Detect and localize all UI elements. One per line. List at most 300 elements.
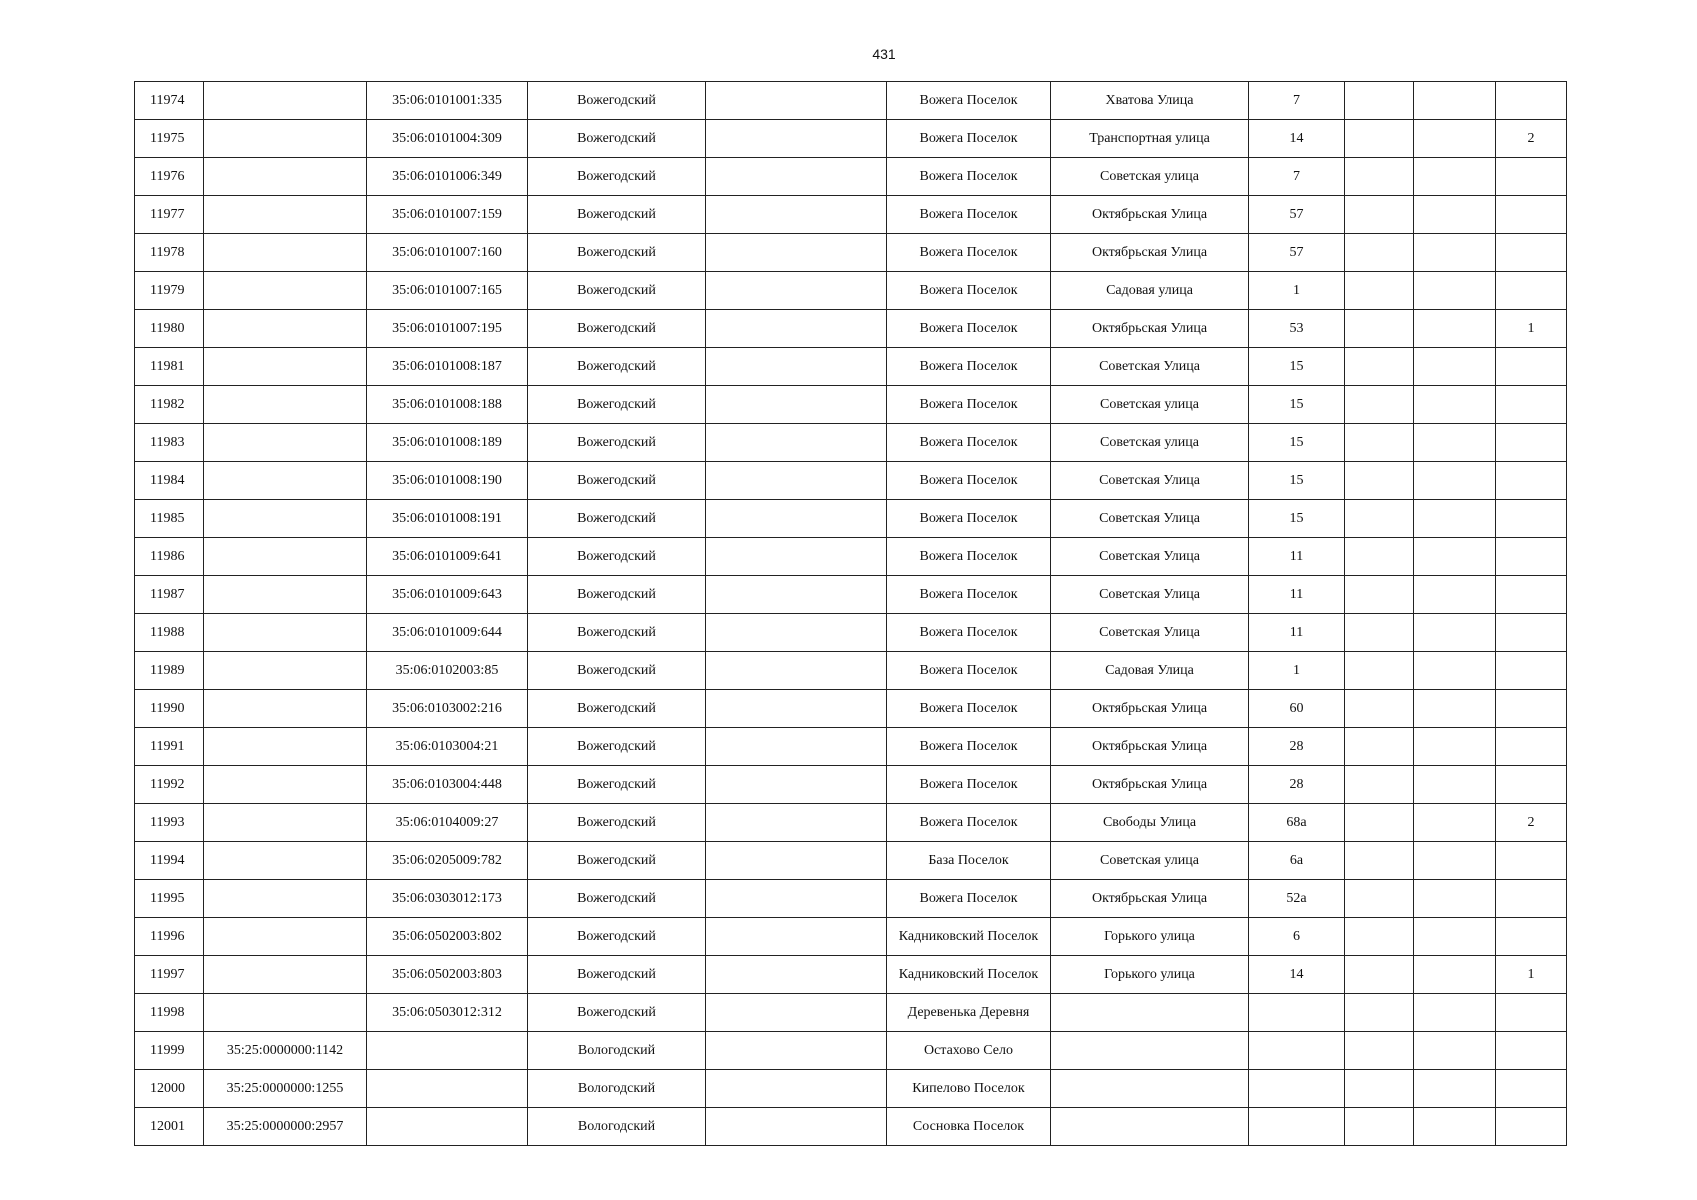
cell-house-number: 60 xyxy=(1249,690,1345,728)
table-row xyxy=(135,804,1567,842)
cell-street: Хватова Улица xyxy=(1051,82,1249,120)
cell-extra-column-2 xyxy=(1414,462,1496,500)
table-row xyxy=(135,576,1567,614)
cell-cadastral-number-a xyxy=(204,538,367,576)
cell-district: Вологодский xyxy=(528,1108,706,1146)
cell-apartment-count xyxy=(1496,842,1567,880)
cell-cadastral-number-a xyxy=(204,842,367,880)
cell-district: Вожегодский xyxy=(528,956,706,994)
cell-extra-column-1 xyxy=(1345,652,1414,690)
cell-record-number: 12001 xyxy=(135,1108,204,1146)
cell-cadastral-number-b: 35:06:0101007:159 xyxy=(367,196,528,234)
table-row xyxy=(135,728,1567,766)
cell-blank-column xyxy=(706,842,887,880)
cell-cadastral-number-a xyxy=(204,956,367,994)
cell-house-number: 11 xyxy=(1249,614,1345,652)
cell-record-number: 12000 xyxy=(135,1070,204,1108)
cell-extra-column-1 xyxy=(1345,994,1414,1032)
cell-district: Вожегодский xyxy=(528,500,706,538)
cell-cadastral-number-b: 35:06:0101006:349 xyxy=(367,158,528,196)
cell-house-number xyxy=(1249,1032,1345,1070)
table-row xyxy=(135,614,1567,652)
cell-cadastral-number-b: 35:06:0503012:312 xyxy=(367,994,528,1032)
cell-apartment-count xyxy=(1496,994,1567,1032)
cell-record-number: 11993 xyxy=(135,804,204,842)
cell-street: Октябрьская Улица xyxy=(1051,880,1249,918)
cell-house-number: 11 xyxy=(1249,576,1345,614)
cell-settlement: Вожега Поселок xyxy=(887,538,1051,576)
cell-extra-column-2 xyxy=(1414,234,1496,272)
cell-district: Вожегодский xyxy=(528,348,706,386)
cell-district: Вологодский xyxy=(528,1070,706,1108)
cell-house-number: 6а xyxy=(1249,842,1345,880)
cell-settlement: Вожега Поселок xyxy=(887,880,1051,918)
cell-street xyxy=(1051,994,1249,1032)
cell-cadastral-number-a xyxy=(204,614,367,652)
cell-extra-column-2 xyxy=(1414,1108,1496,1146)
cell-extra-column-2 xyxy=(1414,880,1496,918)
cell-record-number: 11986 xyxy=(135,538,204,576)
cell-street: Советская улица xyxy=(1051,386,1249,424)
cell-cadastral-number-b: 35:06:0101007:165 xyxy=(367,272,528,310)
cell-blank-column xyxy=(706,120,887,158)
cell-street: Транспортная улица xyxy=(1051,120,1249,158)
cell-settlement: Вожега Поселок xyxy=(887,652,1051,690)
cell-cadastral-number-a xyxy=(204,120,367,158)
registry-table xyxy=(134,81,1567,1146)
table-row xyxy=(135,196,1567,234)
cell-settlement: Вожега Поселок xyxy=(887,348,1051,386)
cell-record-number: 11995 xyxy=(135,880,204,918)
cell-record-number: 11975 xyxy=(135,120,204,158)
cell-cadastral-number-a xyxy=(204,158,367,196)
cell-record-number: 11974 xyxy=(135,82,204,120)
cell-house-number: 57 xyxy=(1249,234,1345,272)
cell-house-number: 14 xyxy=(1249,120,1345,158)
cell-cadastral-number-a xyxy=(204,348,367,386)
cell-settlement: Вожега Поселок xyxy=(887,462,1051,500)
cell-cadastral-number-a: 35:25:0000000:1142 xyxy=(204,1032,367,1070)
cell-settlement: Вожега Поселок xyxy=(887,82,1051,120)
cell-street: Советская Улица xyxy=(1051,462,1249,500)
cell-house-number: 1 xyxy=(1249,652,1345,690)
cell-record-number: 11994 xyxy=(135,842,204,880)
cell-extra-column-2 xyxy=(1414,956,1496,994)
cell-extra-column-2 xyxy=(1414,614,1496,652)
cell-street: Советская Улица xyxy=(1051,500,1249,538)
cell-district: Вожегодский xyxy=(528,386,706,424)
cell-record-number: 11980 xyxy=(135,310,204,348)
cell-extra-column-1 xyxy=(1345,956,1414,994)
cell-house-number: 14 xyxy=(1249,956,1345,994)
cell-record-number: 11979 xyxy=(135,272,204,310)
cell-cadastral-number-a xyxy=(204,424,367,462)
cell-apartment-count xyxy=(1496,1070,1567,1108)
cell-extra-column-2 xyxy=(1414,918,1496,956)
cell-settlement: Вожега Поселок xyxy=(887,196,1051,234)
cell-extra-column-1 xyxy=(1345,1108,1414,1146)
cell-extra-column-1 xyxy=(1345,462,1414,500)
cell-district: Вожегодский xyxy=(528,424,706,462)
cell-extra-column-1 xyxy=(1345,120,1414,158)
cell-house-number xyxy=(1249,994,1345,1032)
cell-blank-column xyxy=(706,500,887,538)
cell-record-number: 11983 xyxy=(135,424,204,462)
cell-cadastral-number-a xyxy=(204,804,367,842)
cell-extra-column-2 xyxy=(1414,120,1496,158)
cell-record-number: 11991 xyxy=(135,728,204,766)
table-row xyxy=(135,348,1567,386)
cell-blank-column xyxy=(706,728,887,766)
cell-street: Советская Улица xyxy=(1051,614,1249,652)
cell-apartment-count xyxy=(1496,158,1567,196)
table-row xyxy=(135,234,1567,272)
table-body xyxy=(135,82,1567,1146)
cell-blank-column xyxy=(706,614,887,652)
cell-extra-column-1 xyxy=(1345,1070,1414,1108)
cell-district: Вожегодский xyxy=(528,918,706,956)
cell-street: Советская улица xyxy=(1051,842,1249,880)
cell-cadastral-number-b: 35:06:0103004:448 xyxy=(367,766,528,804)
cell-blank-column xyxy=(706,956,887,994)
cell-district: Вожегодский xyxy=(528,690,706,728)
cell-district: Вожегодский xyxy=(528,310,706,348)
cell-district: Вожегодский xyxy=(528,842,706,880)
cell-cadastral-number-b: 35:06:0101007:195 xyxy=(367,310,528,348)
cell-house-number: 28 xyxy=(1249,766,1345,804)
cell-extra-column-2 xyxy=(1414,766,1496,804)
cell-house-number xyxy=(1249,1070,1345,1108)
cell-cadastral-number-b: 35:06:0101001:335 xyxy=(367,82,528,120)
cell-house-number: 52а xyxy=(1249,880,1345,918)
cell-extra-column-1 xyxy=(1345,728,1414,766)
cell-house-number: 15 xyxy=(1249,424,1345,462)
cell-settlement: Вожега Поселок xyxy=(887,272,1051,310)
cell-apartment-count xyxy=(1496,918,1567,956)
cell-cadastral-number-b: 35:06:0101009:644 xyxy=(367,614,528,652)
cell-blank-column xyxy=(706,652,887,690)
cell-apartment-count xyxy=(1496,500,1567,538)
cell-cadastral-number-b: 35:06:0502003:803 xyxy=(367,956,528,994)
cell-settlement: Вожега Поселок xyxy=(887,424,1051,462)
cell-apartment-count xyxy=(1496,1032,1567,1070)
cell-extra-column-2 xyxy=(1414,842,1496,880)
cell-extra-column-2 xyxy=(1414,994,1496,1032)
table-row xyxy=(135,424,1567,462)
cell-apartment-count xyxy=(1496,766,1567,804)
cell-apartment-count xyxy=(1496,424,1567,462)
cell-cadastral-number-a xyxy=(204,234,367,272)
cell-cadastral-number-a xyxy=(204,728,367,766)
cell-apartment-count: 2 xyxy=(1496,804,1567,842)
cell-extra-column-1 xyxy=(1345,424,1414,462)
cell-extra-column-2 xyxy=(1414,1032,1496,1070)
cell-record-number: 11990 xyxy=(135,690,204,728)
cell-street xyxy=(1051,1070,1249,1108)
cell-street: Октябрьская Улица xyxy=(1051,728,1249,766)
table-row xyxy=(135,158,1567,196)
table-row xyxy=(135,1032,1567,1070)
cell-record-number: 11999 xyxy=(135,1032,204,1070)
cell-blank-column xyxy=(706,994,887,1032)
cell-settlement: Кипелово Поселок xyxy=(887,1070,1051,1108)
cell-apartment-count xyxy=(1496,196,1567,234)
cell-extra-column-1 xyxy=(1345,918,1414,956)
cell-house-number: 1 xyxy=(1249,272,1345,310)
cell-settlement: Вожега Поселок xyxy=(887,576,1051,614)
cell-cadastral-number-a xyxy=(204,82,367,120)
table-row xyxy=(135,690,1567,728)
cell-blank-column xyxy=(706,1032,887,1070)
cell-cadastral-number-a xyxy=(204,690,367,728)
cell-extra-column-1 xyxy=(1345,500,1414,538)
table-row xyxy=(135,386,1567,424)
cell-extra-column-1 xyxy=(1345,880,1414,918)
table-row xyxy=(135,310,1567,348)
cell-extra-column-1 xyxy=(1345,576,1414,614)
cell-settlement: Вожега Поселок xyxy=(887,766,1051,804)
table-row xyxy=(135,956,1567,994)
cell-settlement: Вожега Поселок xyxy=(887,386,1051,424)
cell-district: Вожегодский xyxy=(528,766,706,804)
cell-district: Вожегодский xyxy=(528,652,706,690)
cell-house-number: 6 xyxy=(1249,918,1345,956)
cell-extra-column-2 xyxy=(1414,690,1496,728)
cell-extra-column-1 xyxy=(1345,538,1414,576)
cell-district: Вологодский xyxy=(528,1032,706,1070)
cell-blank-column xyxy=(706,538,887,576)
cell-street: Октябрьская Улица xyxy=(1051,690,1249,728)
cell-apartment-count xyxy=(1496,462,1567,500)
cell-apartment-count xyxy=(1496,234,1567,272)
cell-blank-column xyxy=(706,576,887,614)
table-row xyxy=(135,120,1567,158)
cell-cadastral-number-b: 35:06:0101008:190 xyxy=(367,462,528,500)
cell-street: Октябрьская Улица xyxy=(1051,234,1249,272)
cell-settlement: Вожега Поселок xyxy=(887,614,1051,652)
cell-blank-column xyxy=(706,918,887,956)
cell-record-number: 11981 xyxy=(135,348,204,386)
cell-blank-column xyxy=(706,234,887,272)
cell-apartment-count xyxy=(1496,538,1567,576)
cell-extra-column-1 xyxy=(1345,690,1414,728)
cell-blank-column xyxy=(706,690,887,728)
cell-street: Свободы Улица xyxy=(1051,804,1249,842)
cell-blank-column xyxy=(706,804,887,842)
cell-cadastral-number-b: 35:06:0103004:21 xyxy=(367,728,528,766)
cell-blank-column xyxy=(706,310,887,348)
cell-cadastral-number-a xyxy=(204,652,367,690)
cell-extra-column-2 xyxy=(1414,386,1496,424)
cell-settlement: Вожега Поселок xyxy=(887,804,1051,842)
cell-extra-column-1 xyxy=(1345,614,1414,652)
cell-blank-column xyxy=(706,348,887,386)
cell-settlement: Вожега Поселок xyxy=(887,690,1051,728)
cell-record-number: 11976 xyxy=(135,158,204,196)
cell-cadastral-number-b: 35:06:0101004:309 xyxy=(367,120,528,158)
cell-cadastral-number-a xyxy=(204,576,367,614)
table-row xyxy=(135,918,1567,956)
cell-extra-column-2 xyxy=(1414,1070,1496,1108)
cell-extra-column-2 xyxy=(1414,158,1496,196)
cell-cadastral-number-a xyxy=(204,880,367,918)
cell-cadastral-number-a xyxy=(204,310,367,348)
cell-extra-column-1 xyxy=(1345,804,1414,842)
cell-district: Вожегодский xyxy=(528,82,706,120)
cell-extra-column-2 xyxy=(1414,500,1496,538)
cell-blank-column xyxy=(706,766,887,804)
cell-cadastral-number-b: 35:06:0104009:27 xyxy=(367,804,528,842)
cell-record-number: 11992 xyxy=(135,766,204,804)
cell-street: Октябрьская Улица xyxy=(1051,196,1249,234)
table-row xyxy=(135,538,1567,576)
cell-extra-column-1 xyxy=(1345,348,1414,386)
cell-street: Садовая Улица xyxy=(1051,652,1249,690)
cell-cadastral-number-a xyxy=(204,196,367,234)
cell-extra-column-1 xyxy=(1345,386,1414,424)
cell-blank-column xyxy=(706,82,887,120)
cell-record-number: 11989 xyxy=(135,652,204,690)
cell-house-number: 11 xyxy=(1249,538,1345,576)
cell-record-number: 11987 xyxy=(135,576,204,614)
cell-cadastral-number-a xyxy=(204,994,367,1032)
cell-extra-column-1 xyxy=(1345,1032,1414,1070)
table-row xyxy=(135,462,1567,500)
cell-cadastral-number-b: 35:06:0101009:643 xyxy=(367,576,528,614)
page-number: 431 xyxy=(872,46,896,62)
cell-cadastral-number-a xyxy=(204,918,367,956)
cell-record-number: 11985 xyxy=(135,500,204,538)
cell-extra-column-1 xyxy=(1345,272,1414,310)
cell-settlement: Вожега Поселок xyxy=(887,158,1051,196)
cell-blank-column xyxy=(706,158,887,196)
cell-cadastral-number-a: 35:25:0000000:2957 xyxy=(204,1108,367,1146)
cell-blank-column xyxy=(706,196,887,234)
cell-extra-column-2 xyxy=(1414,348,1496,386)
cell-blank-column xyxy=(706,462,887,500)
cell-house-number: 57 xyxy=(1249,196,1345,234)
cell-cadastral-number-b xyxy=(367,1108,528,1146)
cell-apartment-count xyxy=(1496,652,1567,690)
table-row xyxy=(135,766,1567,804)
cell-extra-column-2 xyxy=(1414,576,1496,614)
cell-district: Вожегодский xyxy=(528,234,706,272)
cell-house-number: 15 xyxy=(1249,500,1345,538)
cell-street: Горького улица xyxy=(1051,956,1249,994)
cell-apartment-count xyxy=(1496,82,1567,120)
table-row xyxy=(135,880,1567,918)
cell-street: Советская Улица xyxy=(1051,576,1249,614)
cell-street xyxy=(1051,1108,1249,1146)
cell-cadastral-number-b: 35:06:0103002:216 xyxy=(367,690,528,728)
cell-extra-column-1 xyxy=(1345,158,1414,196)
cell-blank-column xyxy=(706,272,887,310)
cell-street: Советская улица xyxy=(1051,158,1249,196)
table-row xyxy=(135,272,1567,310)
cell-settlement: Кадниковский Поселок xyxy=(887,956,1051,994)
cell-extra-column-1 xyxy=(1345,234,1414,272)
cell-settlement: Вожега Поселок xyxy=(887,234,1051,272)
cell-extra-column-2 xyxy=(1414,652,1496,690)
cell-extra-column-2 xyxy=(1414,538,1496,576)
cell-district: Вожегодский xyxy=(528,196,706,234)
cell-settlement: Остахово Село xyxy=(887,1032,1051,1070)
table-row xyxy=(135,994,1567,1032)
table-row xyxy=(135,1108,1567,1146)
cell-district: Вожегодский xyxy=(528,614,706,652)
cell-house-number: 15 xyxy=(1249,348,1345,386)
cell-record-number: 11997 xyxy=(135,956,204,994)
cell-cadastral-number-b xyxy=(367,1032,528,1070)
cell-cadastral-number-a xyxy=(204,766,367,804)
cell-street: Октябрьская Улица xyxy=(1051,310,1249,348)
cell-cadastral-number-b: 35:06:0303012:173 xyxy=(367,880,528,918)
cell-apartment-count xyxy=(1496,880,1567,918)
cell-extra-column-2 xyxy=(1414,728,1496,766)
cell-extra-column-1 xyxy=(1345,196,1414,234)
cell-record-number: 11996 xyxy=(135,918,204,956)
cell-extra-column-2 xyxy=(1414,310,1496,348)
cell-district: Вожегодский xyxy=(528,462,706,500)
cell-street: Советская улица xyxy=(1051,424,1249,462)
cell-house-number: 68а xyxy=(1249,804,1345,842)
cell-extra-column-1 xyxy=(1345,82,1414,120)
cell-record-number: 11998 xyxy=(135,994,204,1032)
cell-apartment-count: 1 xyxy=(1496,956,1567,994)
cell-blank-column xyxy=(706,424,887,462)
cell-cadastral-number-a xyxy=(204,500,367,538)
table-row xyxy=(135,652,1567,690)
cell-house-number xyxy=(1249,1108,1345,1146)
cell-cadastral-number-b: 35:06:0101008:188 xyxy=(367,386,528,424)
cell-cadastral-number-b: 35:06:0101009:641 xyxy=(367,538,528,576)
cell-district: Вожегодский xyxy=(528,538,706,576)
cell-cadastral-number-b: 35:06:0502003:802 xyxy=(367,918,528,956)
cell-settlement: Вожега Поселок xyxy=(887,500,1051,538)
cell-district: Вожегодский xyxy=(528,158,706,196)
cell-house-number: 7 xyxy=(1249,82,1345,120)
cell-apartment-count xyxy=(1496,728,1567,766)
cell-cadastral-number-b xyxy=(367,1070,528,1108)
cell-cadastral-number-b: 35:06:0205009:782 xyxy=(367,842,528,880)
cell-extra-column-2 xyxy=(1414,196,1496,234)
cell-blank-column xyxy=(706,1070,887,1108)
cell-district: Вожегодский xyxy=(528,804,706,842)
cell-district: Вожегодский xyxy=(528,994,706,1032)
cell-cadastral-number-b: 35:06:0102003:85 xyxy=(367,652,528,690)
cell-street: Горького улица xyxy=(1051,918,1249,956)
cell-street xyxy=(1051,1032,1249,1070)
cell-record-number: 11984 xyxy=(135,462,204,500)
cell-district: Вожегодский xyxy=(528,880,706,918)
cell-settlement: Сосновка Поселок xyxy=(887,1108,1051,1146)
cell-apartment-count xyxy=(1496,614,1567,652)
cell-settlement: Деревенька Деревня xyxy=(887,994,1051,1032)
cell-cadastral-number-b: 35:06:0101008:191 xyxy=(367,500,528,538)
cell-house-number: 15 xyxy=(1249,462,1345,500)
cell-extra-column-2 xyxy=(1414,424,1496,462)
cell-extra-column-1 xyxy=(1345,842,1414,880)
cell-extra-column-2 xyxy=(1414,804,1496,842)
cell-record-number: 11978 xyxy=(135,234,204,272)
cell-record-number: 11977 xyxy=(135,196,204,234)
cell-apartment-count xyxy=(1496,576,1567,614)
table-row xyxy=(135,82,1567,120)
cell-cadastral-number-b: 35:06:0101008:187 xyxy=(367,348,528,386)
cell-extra-column-1 xyxy=(1345,310,1414,348)
cell-blank-column xyxy=(706,880,887,918)
cell-district: Вожегодский xyxy=(528,576,706,614)
